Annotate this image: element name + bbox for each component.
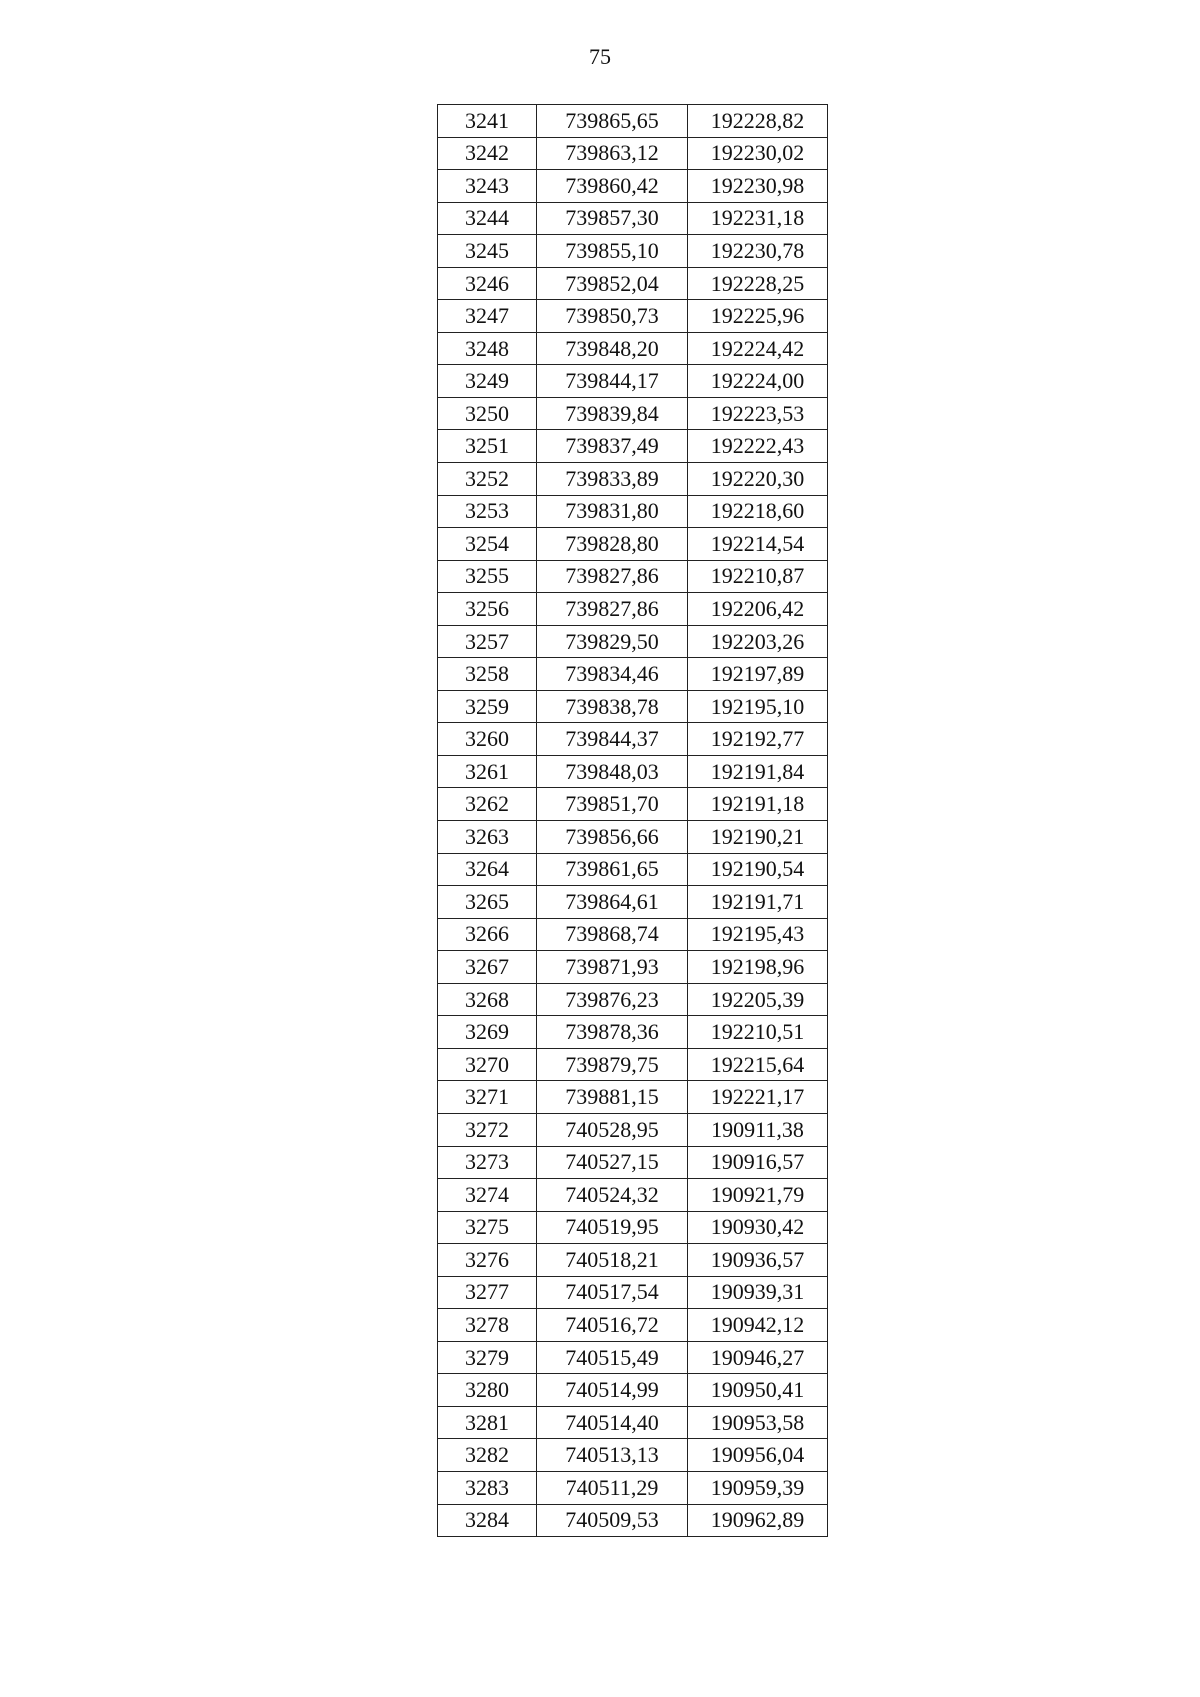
table-row xyxy=(438,690,828,723)
x-coordinate-cell: 739871,93 xyxy=(537,951,688,984)
point-number-cell: 3244 xyxy=(438,202,537,235)
point-number-cell: 3282 xyxy=(438,1439,537,1472)
y-coordinate-cell: 190921,79 xyxy=(688,1179,828,1212)
point-number-cell: 3263 xyxy=(438,821,537,854)
x-coordinate-cell: 739831,80 xyxy=(537,495,688,528)
point-number-cell: 3248 xyxy=(438,332,537,365)
table-row xyxy=(438,593,828,626)
table-row xyxy=(438,1309,828,1342)
y-coordinate-cell: 192191,71 xyxy=(688,886,828,919)
y-coordinate-cell: 190930,42 xyxy=(688,1211,828,1244)
table-row xyxy=(438,267,828,300)
point-number-cell: 3275 xyxy=(438,1211,537,1244)
x-coordinate-cell: 739851,70 xyxy=(537,788,688,821)
x-coordinate-cell: 739837,49 xyxy=(537,430,688,463)
point-number-cell: 3272 xyxy=(438,1113,537,1146)
table-row xyxy=(438,365,828,398)
table-row xyxy=(438,951,828,984)
y-coordinate-cell: 192198,96 xyxy=(688,951,828,984)
y-coordinate-cell: 192220,30 xyxy=(688,463,828,496)
x-coordinate-cell: 739850,73 xyxy=(537,300,688,333)
y-coordinate-cell: 192230,02 xyxy=(688,137,828,170)
table-row xyxy=(438,1406,828,1439)
y-coordinate-cell: 192224,00 xyxy=(688,365,828,398)
point-number-cell: 3273 xyxy=(438,1146,537,1179)
x-coordinate-cell: 740514,40 xyxy=(537,1406,688,1439)
point-number-cell: 3259 xyxy=(438,690,537,723)
table-row xyxy=(438,397,828,430)
table-row xyxy=(438,463,828,496)
x-coordinate-cell: 739848,03 xyxy=(537,755,688,788)
point-number-cell: 3262 xyxy=(438,788,537,821)
x-coordinate-cell: 739868,74 xyxy=(537,918,688,951)
point-number-cell: 3260 xyxy=(438,723,537,756)
x-coordinate-cell: 739863,12 xyxy=(537,137,688,170)
point-number-cell: 3279 xyxy=(438,1341,537,1374)
table-row xyxy=(438,202,828,235)
point-number-cell: 3241 xyxy=(438,105,537,138)
x-coordinate-cell: 739834,46 xyxy=(537,658,688,691)
x-coordinate-cell: 739848,20 xyxy=(537,332,688,365)
y-coordinate-cell: 190950,41 xyxy=(688,1374,828,1407)
x-coordinate-cell: 739827,86 xyxy=(537,593,688,626)
x-coordinate-cell: 740515,49 xyxy=(537,1341,688,1374)
y-coordinate-cell: 192192,77 xyxy=(688,723,828,756)
point-number-cell: 3274 xyxy=(438,1179,537,1212)
table-row xyxy=(438,1048,828,1081)
point-number-cell: 3250 xyxy=(438,397,537,430)
y-coordinate-cell: 192206,42 xyxy=(688,593,828,626)
x-coordinate-cell: 739852,04 xyxy=(537,267,688,300)
y-coordinate-cell: 192222,43 xyxy=(688,430,828,463)
y-coordinate-cell: 192218,60 xyxy=(688,495,828,528)
y-coordinate-cell: 192228,82 xyxy=(688,105,828,138)
table-row xyxy=(438,1341,828,1374)
y-coordinate-cell: 190916,57 xyxy=(688,1146,828,1179)
y-coordinate-cell: 192191,18 xyxy=(688,788,828,821)
point-number-cell: 3269 xyxy=(438,1016,537,1049)
table-row xyxy=(438,886,828,919)
y-coordinate-cell: 192190,21 xyxy=(688,821,828,854)
point-number-cell: 3251 xyxy=(438,430,537,463)
table-row xyxy=(438,332,828,365)
point-number-cell: 3277 xyxy=(438,1276,537,1309)
y-coordinate-cell: 192195,10 xyxy=(688,690,828,723)
table-row xyxy=(438,1374,828,1407)
table-row xyxy=(438,560,828,593)
point-number-cell: 3242 xyxy=(438,137,537,170)
point-number-cell: 3258 xyxy=(438,658,537,691)
y-coordinate-cell: 192230,78 xyxy=(688,235,828,268)
y-coordinate-cell: 192191,84 xyxy=(688,755,828,788)
y-coordinate-cell: 192224,42 xyxy=(688,332,828,365)
table-row xyxy=(438,918,828,951)
table-row xyxy=(438,723,828,756)
y-coordinate-cell: 192215,64 xyxy=(688,1048,828,1081)
x-coordinate-cell: 739829,50 xyxy=(537,625,688,658)
table-row xyxy=(438,300,828,333)
x-coordinate-cell: 739865,65 xyxy=(537,105,688,138)
coordinates-table-body xyxy=(438,105,828,1537)
table-row xyxy=(438,1244,828,1277)
y-coordinate-cell: 190942,12 xyxy=(688,1309,828,1342)
y-coordinate-cell: 192197,89 xyxy=(688,658,828,691)
y-coordinate-cell: 190953,58 xyxy=(688,1406,828,1439)
table-row xyxy=(438,788,828,821)
point-number-cell: 3256 xyxy=(438,593,537,626)
x-coordinate-cell: 739828,80 xyxy=(537,528,688,561)
y-coordinate-cell: 192190,54 xyxy=(688,853,828,886)
point-number-cell: 3261 xyxy=(438,755,537,788)
x-coordinate-cell: 740518,21 xyxy=(537,1244,688,1277)
x-coordinate-cell: 739861,65 xyxy=(537,853,688,886)
table-row xyxy=(438,105,828,138)
x-coordinate-cell: 739876,23 xyxy=(537,983,688,1016)
point-number-cell: 3264 xyxy=(438,853,537,886)
x-coordinate-cell: 739833,89 xyxy=(537,463,688,496)
y-coordinate-cell: 190956,04 xyxy=(688,1439,828,1472)
table-row xyxy=(438,235,828,268)
table-row xyxy=(438,755,828,788)
point-number-cell: 3281 xyxy=(438,1406,537,1439)
y-coordinate-cell: 192210,51 xyxy=(688,1016,828,1049)
table-row xyxy=(438,1471,828,1504)
point-number-cell: 3243 xyxy=(438,170,537,203)
table-row xyxy=(438,1179,828,1212)
x-coordinate-cell: 740513,13 xyxy=(537,1439,688,1472)
point-number-cell: 3253 xyxy=(438,495,537,528)
x-coordinate-cell: 739864,61 xyxy=(537,886,688,919)
y-coordinate-cell: 192195,43 xyxy=(688,918,828,951)
x-coordinate-cell: 740519,95 xyxy=(537,1211,688,1244)
y-coordinate-cell: 190936,57 xyxy=(688,1244,828,1277)
y-coordinate-cell: 192214,54 xyxy=(688,528,828,561)
x-coordinate-cell: 740514,99 xyxy=(537,1374,688,1407)
y-coordinate-cell: 190911,38 xyxy=(688,1113,828,1146)
table-row xyxy=(438,1146,828,1179)
x-coordinate-cell: 740527,15 xyxy=(537,1146,688,1179)
point-number-cell: 3255 xyxy=(438,560,537,593)
point-number-cell: 3284 xyxy=(438,1504,537,1537)
table-row xyxy=(438,430,828,463)
table-row xyxy=(438,1016,828,1049)
table-row xyxy=(438,1276,828,1309)
point-number-cell: 3254 xyxy=(438,528,537,561)
page-number: 75 xyxy=(589,44,611,69)
y-coordinate-cell: 192228,25 xyxy=(688,267,828,300)
x-coordinate-cell: 739856,66 xyxy=(537,821,688,854)
y-coordinate-cell: 192221,17 xyxy=(688,1081,828,1114)
x-coordinate-cell: 740524,32 xyxy=(537,1179,688,1212)
table-row xyxy=(438,625,828,658)
y-coordinate-cell: 192231,18 xyxy=(688,202,828,235)
x-coordinate-cell: 739879,75 xyxy=(537,1048,688,1081)
x-coordinate-cell: 740516,72 xyxy=(537,1309,688,1342)
table-row xyxy=(438,137,828,170)
point-number-cell: 3271 xyxy=(438,1081,537,1114)
point-number-cell: 3266 xyxy=(438,918,537,951)
x-coordinate-cell: 739838,78 xyxy=(537,690,688,723)
x-coordinate-cell: 740511,29 xyxy=(537,1471,688,1504)
x-coordinate-cell: 739881,15 xyxy=(537,1081,688,1114)
x-coordinate-cell: 739878,36 xyxy=(537,1016,688,1049)
point-number-cell: 3283 xyxy=(438,1471,537,1504)
table-row xyxy=(438,1211,828,1244)
y-coordinate-cell: 190962,89 xyxy=(688,1504,828,1537)
table-row xyxy=(438,1504,828,1537)
x-coordinate-cell: 739857,30 xyxy=(537,202,688,235)
x-coordinate-cell: 739827,86 xyxy=(537,560,688,593)
table-row xyxy=(438,495,828,528)
point-number-cell: 3252 xyxy=(438,463,537,496)
table-row xyxy=(438,853,828,886)
table-row xyxy=(438,1439,828,1472)
x-coordinate-cell: 739844,17 xyxy=(537,365,688,398)
point-number-cell: 3267 xyxy=(438,951,537,984)
point-number-cell: 3245 xyxy=(438,235,537,268)
y-coordinate-cell: 192210,87 xyxy=(688,560,828,593)
table-row xyxy=(438,658,828,691)
y-coordinate-cell: 190939,31 xyxy=(688,1276,828,1309)
y-coordinate-cell: 190959,39 xyxy=(688,1471,828,1504)
table-row xyxy=(438,983,828,1016)
point-number-cell: 3246 xyxy=(438,267,537,300)
coordinates-table xyxy=(437,104,828,1537)
x-coordinate-cell: 739839,84 xyxy=(537,397,688,430)
y-coordinate-cell: 192205,39 xyxy=(688,983,828,1016)
point-number-cell: 3276 xyxy=(438,1244,537,1277)
point-number-cell: 3278 xyxy=(438,1309,537,1342)
x-coordinate-cell: 740517,54 xyxy=(537,1276,688,1309)
x-coordinate-cell: 739844,37 xyxy=(537,723,688,756)
point-number-cell: 3280 xyxy=(438,1374,537,1407)
table-row xyxy=(438,1081,828,1114)
x-coordinate-cell: 740509,53 xyxy=(537,1504,688,1537)
table-row xyxy=(438,1113,828,1146)
point-number-cell: 3249 xyxy=(438,365,537,398)
y-coordinate-cell: 192225,96 xyxy=(688,300,828,333)
y-coordinate-cell: 192230,98 xyxy=(688,170,828,203)
point-number-cell: 3247 xyxy=(438,300,537,333)
table-row xyxy=(438,528,828,561)
y-coordinate-cell: 190946,27 xyxy=(688,1341,828,1374)
y-coordinate-cell: 192223,53 xyxy=(688,397,828,430)
x-coordinate-cell: 739855,10 xyxy=(537,235,688,268)
point-number-cell: 3257 xyxy=(438,625,537,658)
table-row xyxy=(438,821,828,854)
point-number-cell: 3270 xyxy=(438,1048,537,1081)
point-number-cell: 3265 xyxy=(438,886,537,919)
x-coordinate-cell: 740528,95 xyxy=(537,1113,688,1146)
table-row xyxy=(438,170,828,203)
point-number-cell: 3268 xyxy=(438,983,537,1016)
x-coordinate-cell: 739860,42 xyxy=(537,170,688,203)
y-coordinate-cell: 192203,26 xyxy=(688,625,828,658)
